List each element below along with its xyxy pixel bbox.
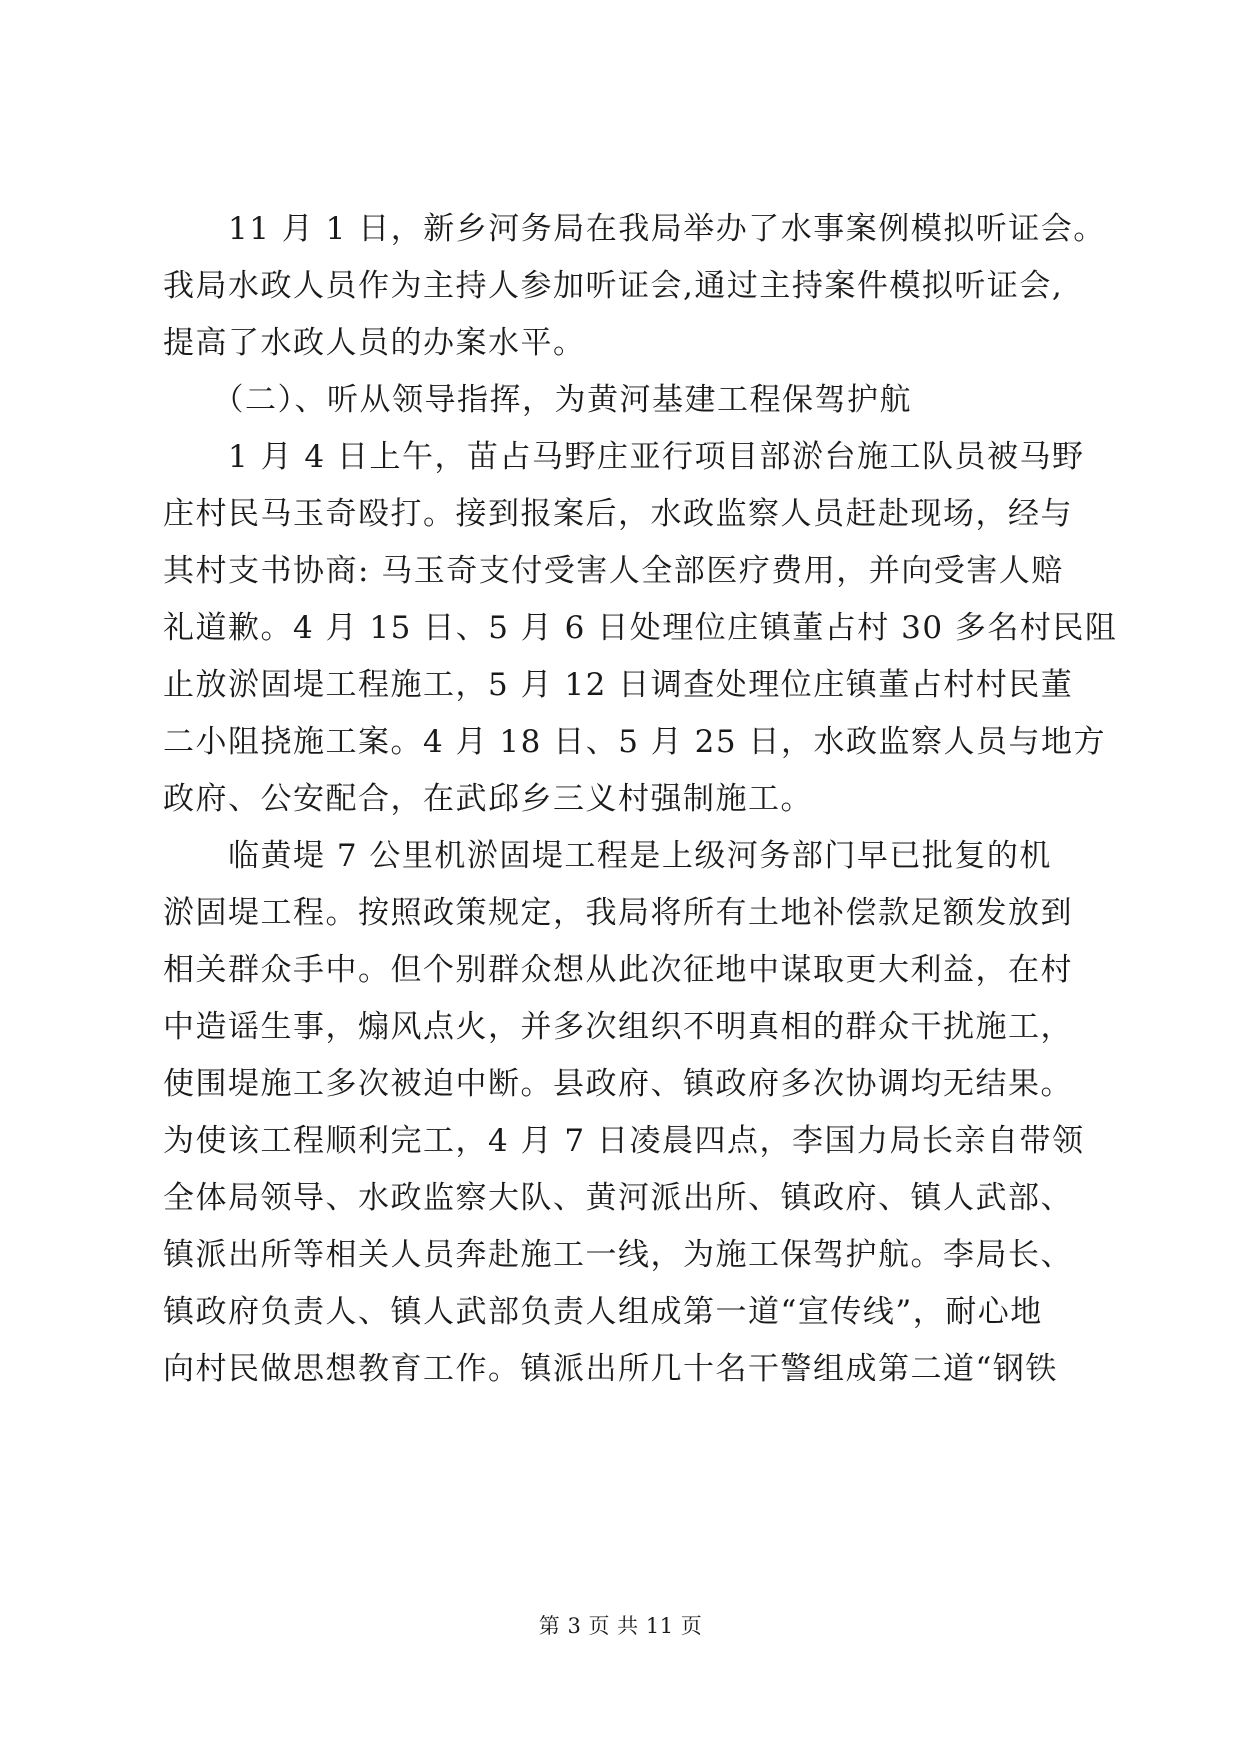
text-line: 向村民做思想教育工作。镇派出所几十名干警组成第二道“钢铁	[163, 1351, 1058, 1387]
text-line: 其村支书协商: 马玉奇支付受害人全部医疗费用，并向受害人赔	[163, 553, 1064, 589]
text-line: 我局水政人员作为主持人参加听证会,通过主持案件模拟听证会,	[163, 268, 1064, 304]
text-line: 1 月 4 日上午，苗占马野庄亚行项目部淤台施工队员被马野	[163, 439, 1085, 475]
text-line: 礼道歉。4 月 15 日、5 月 6 日处理位庄镇董占村 30 多名村民阻	[163, 610, 1118, 646]
text-line: 镇政府负责人、镇人武部负责人组成第一道“宣传线”，耐心地	[163, 1294, 1043, 1330]
text-line: 二小阻挠施工案。4 月 18 日、5 月 25 日，水政监察人员与地方	[163, 724, 1106, 760]
text-line: 临黄堤 7 公里机淤固堤工程是上级河务部门早已批复的机	[163, 838, 1052, 874]
page-footer: 第 3 页 共 11 页	[538, 1614, 703, 1638]
text-line: 庄村民马玉奇殴打。接到报案后，水政监察人员赶赴现场，经与	[163, 496, 1073, 532]
text-line: 相关群众手中。但个别群众想从此次征地中谋取更大利益，在村	[163, 952, 1073, 988]
text-line: 为使该工程顺利完工，4 月 7 日凌晨四点，李国力局长亲自带领	[163, 1123, 1085, 1159]
text-line: 提高了水政人员的办案水平。	[163, 325, 586, 361]
text-line: 镇派出所等相关人员奔赴施工一线，为施工保驾护航。李局长、	[163, 1237, 1073, 1273]
text-line: 政府、公安配合，在武邱乡三义村强制施工。	[163, 781, 813, 817]
section-heading: （二）、听从领导指挥，为黄河基建工程保驾护航	[163, 382, 912, 418]
text-line: 11 月 1 日，新乡河务局在我局举办了水事案例模拟听证会。	[163, 211, 1106, 247]
text-line: 全体局领导、水政监察大队、黄河派出所、镇政府、镇人武部、	[163, 1180, 1073, 1216]
text-line: 止放淤固堤工程施工，5 月 12 日调查处理位庄镇董占村村民董	[163, 667, 1074, 703]
text-line: 淤固堤工程。按照政策规定，我局将所有土地补偿款足额发放到	[163, 895, 1073, 931]
text-line: 使围堤施工多次被迫中断。县政府、镇政府多次协调均无结果。	[163, 1066, 1073, 1102]
text-line: 中造谣生事，煽风点火，并多次组织不明真相的群众干扰施工，	[163, 1009, 1073, 1045]
